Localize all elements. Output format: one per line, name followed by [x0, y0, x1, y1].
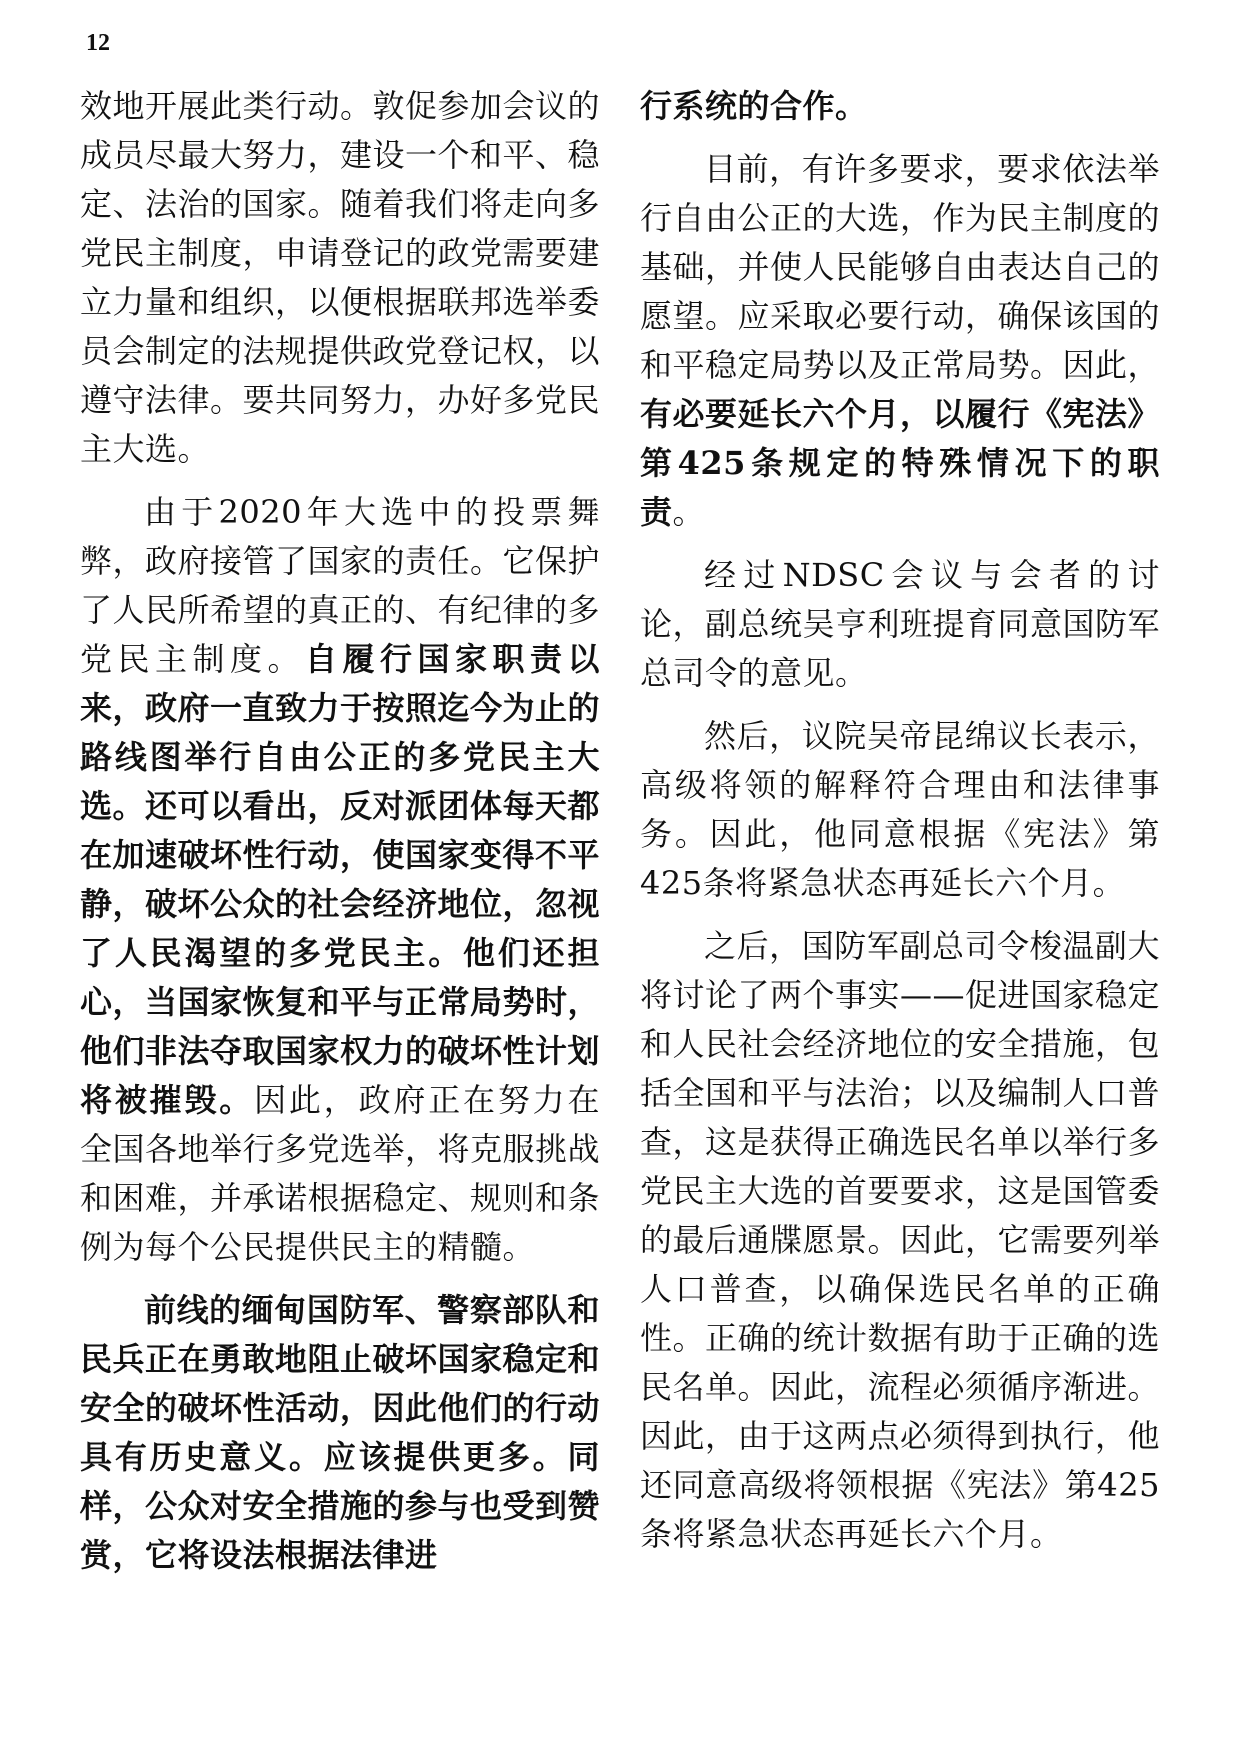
page-number: 12 — [86, 30, 110, 56]
paragraph — [80, 1286, 600, 1580]
paragraph — [80, 488, 600, 1272]
text-segment: 目前，有许多要求，要求依法举行自由公正的大选，作为民主制度的基础，并使人民能够自由表达自己的愿望。应采取必要行动，确保该国的和平稳定局势以及正常局势。因此， — [640, 150, 1161, 384]
text-segment: 之后，国防军副总司令梭温副大将讨论了两个事实——促进国家稳定和人民社会经济地位的安全措施，包括全国和平与法治；以及编制人口普查，这是获得正确选民名单以举行多党民主大选的首要要求，这是国管委的最后通牒愿景。因此，它需要列举人口普查，以确保选民名单的正确性。正确的统计数据有助于正确的选民名单。因此，流程必须循序渐进。因此，由于这两点必须得到执行，他还同意高级将领根据《宪法》第425条将紧急状态再延长六个月。 — [640, 927, 1161, 1553]
text-segment: 然后，议院吴帝昆绵议长表示，高级将领的解释符合理由和法律事务。因此，他同意根据《宪法》第425条将紧急状态再延长六个月。 — [640, 717, 1160, 902]
bold-text-segment: 有必要延长六个月，以履行《宪法》第425条规定的特殊情况下的职责 — [640, 395, 1161, 531]
bold-text-segment: 前线的缅甸国防军、警察部队和民兵正在勇敢地阻止破坏国家稳定和安全的破坏性活动，因此他们的行动具有历史意义。应该提供更多。同样，公众对安全措施的参与也受到赞赏，它将设法根据法律进 — [80, 1291, 601, 1574]
paragraph — [80, 82, 600, 474]
text-segment: 经过NDSC会议与会者的讨论，副总统吴亨利班提育同意国防军总司令的意见。 — [640, 556, 1161, 692]
text-segment: 由于2020年大选中的投票舞弊，政府接管了国家的责任。它保护了人民所希望的真正的、有纪律的多党民主制度。 — [80, 493, 601, 678]
bold-text-segment: 自履行国家职责以来，政府一直致力于按照迄今为止的路线图举行自由公正的多党民主大选。还可以看出，反对派团体每天都在加速破坏性行动，使国家变得不平静，破坏公众的社会经济地位，忽视了人民渴望的多党民主。他们还担心，当国家恢复和平与正常局势时，他们非法夺取国家权力的破坏性计划将被摧毁。 — [80, 640, 601, 1119]
paragraph — [640, 145, 1160, 537]
text-segment: 效地开展此类行动。敦促参加会议的成员尽最大努力，建设一个和平、稳定、法治的国家。随着我们将走向多党民主制度，申请登记的政党需要建立力量和组织，以便根据联邦选举委员会制定的法规提供政党登记权，以遵守法律。要共同努力，办好多党民主大选。 — [80, 87, 601, 468]
right-column — [640, 82, 1160, 1573]
paragraph — [640, 551, 1160, 698]
paragraph — [640, 922, 1160, 1559]
text-segment: 。 — [672, 493, 706, 531]
bold-text-segment: 行系统的合作。 — [640, 87, 868, 125]
paragraph — [640, 82, 1160, 131]
text-segment: 因此，政府正在努力在全国各地举行多党选举，将克服挑战和困难，并承诺根据稳定、规则和条例为每个公民提供民主的精髓。 — [80, 1081, 601, 1266]
left-column — [80, 82, 600, 1594]
paragraph — [640, 712, 1160, 908]
